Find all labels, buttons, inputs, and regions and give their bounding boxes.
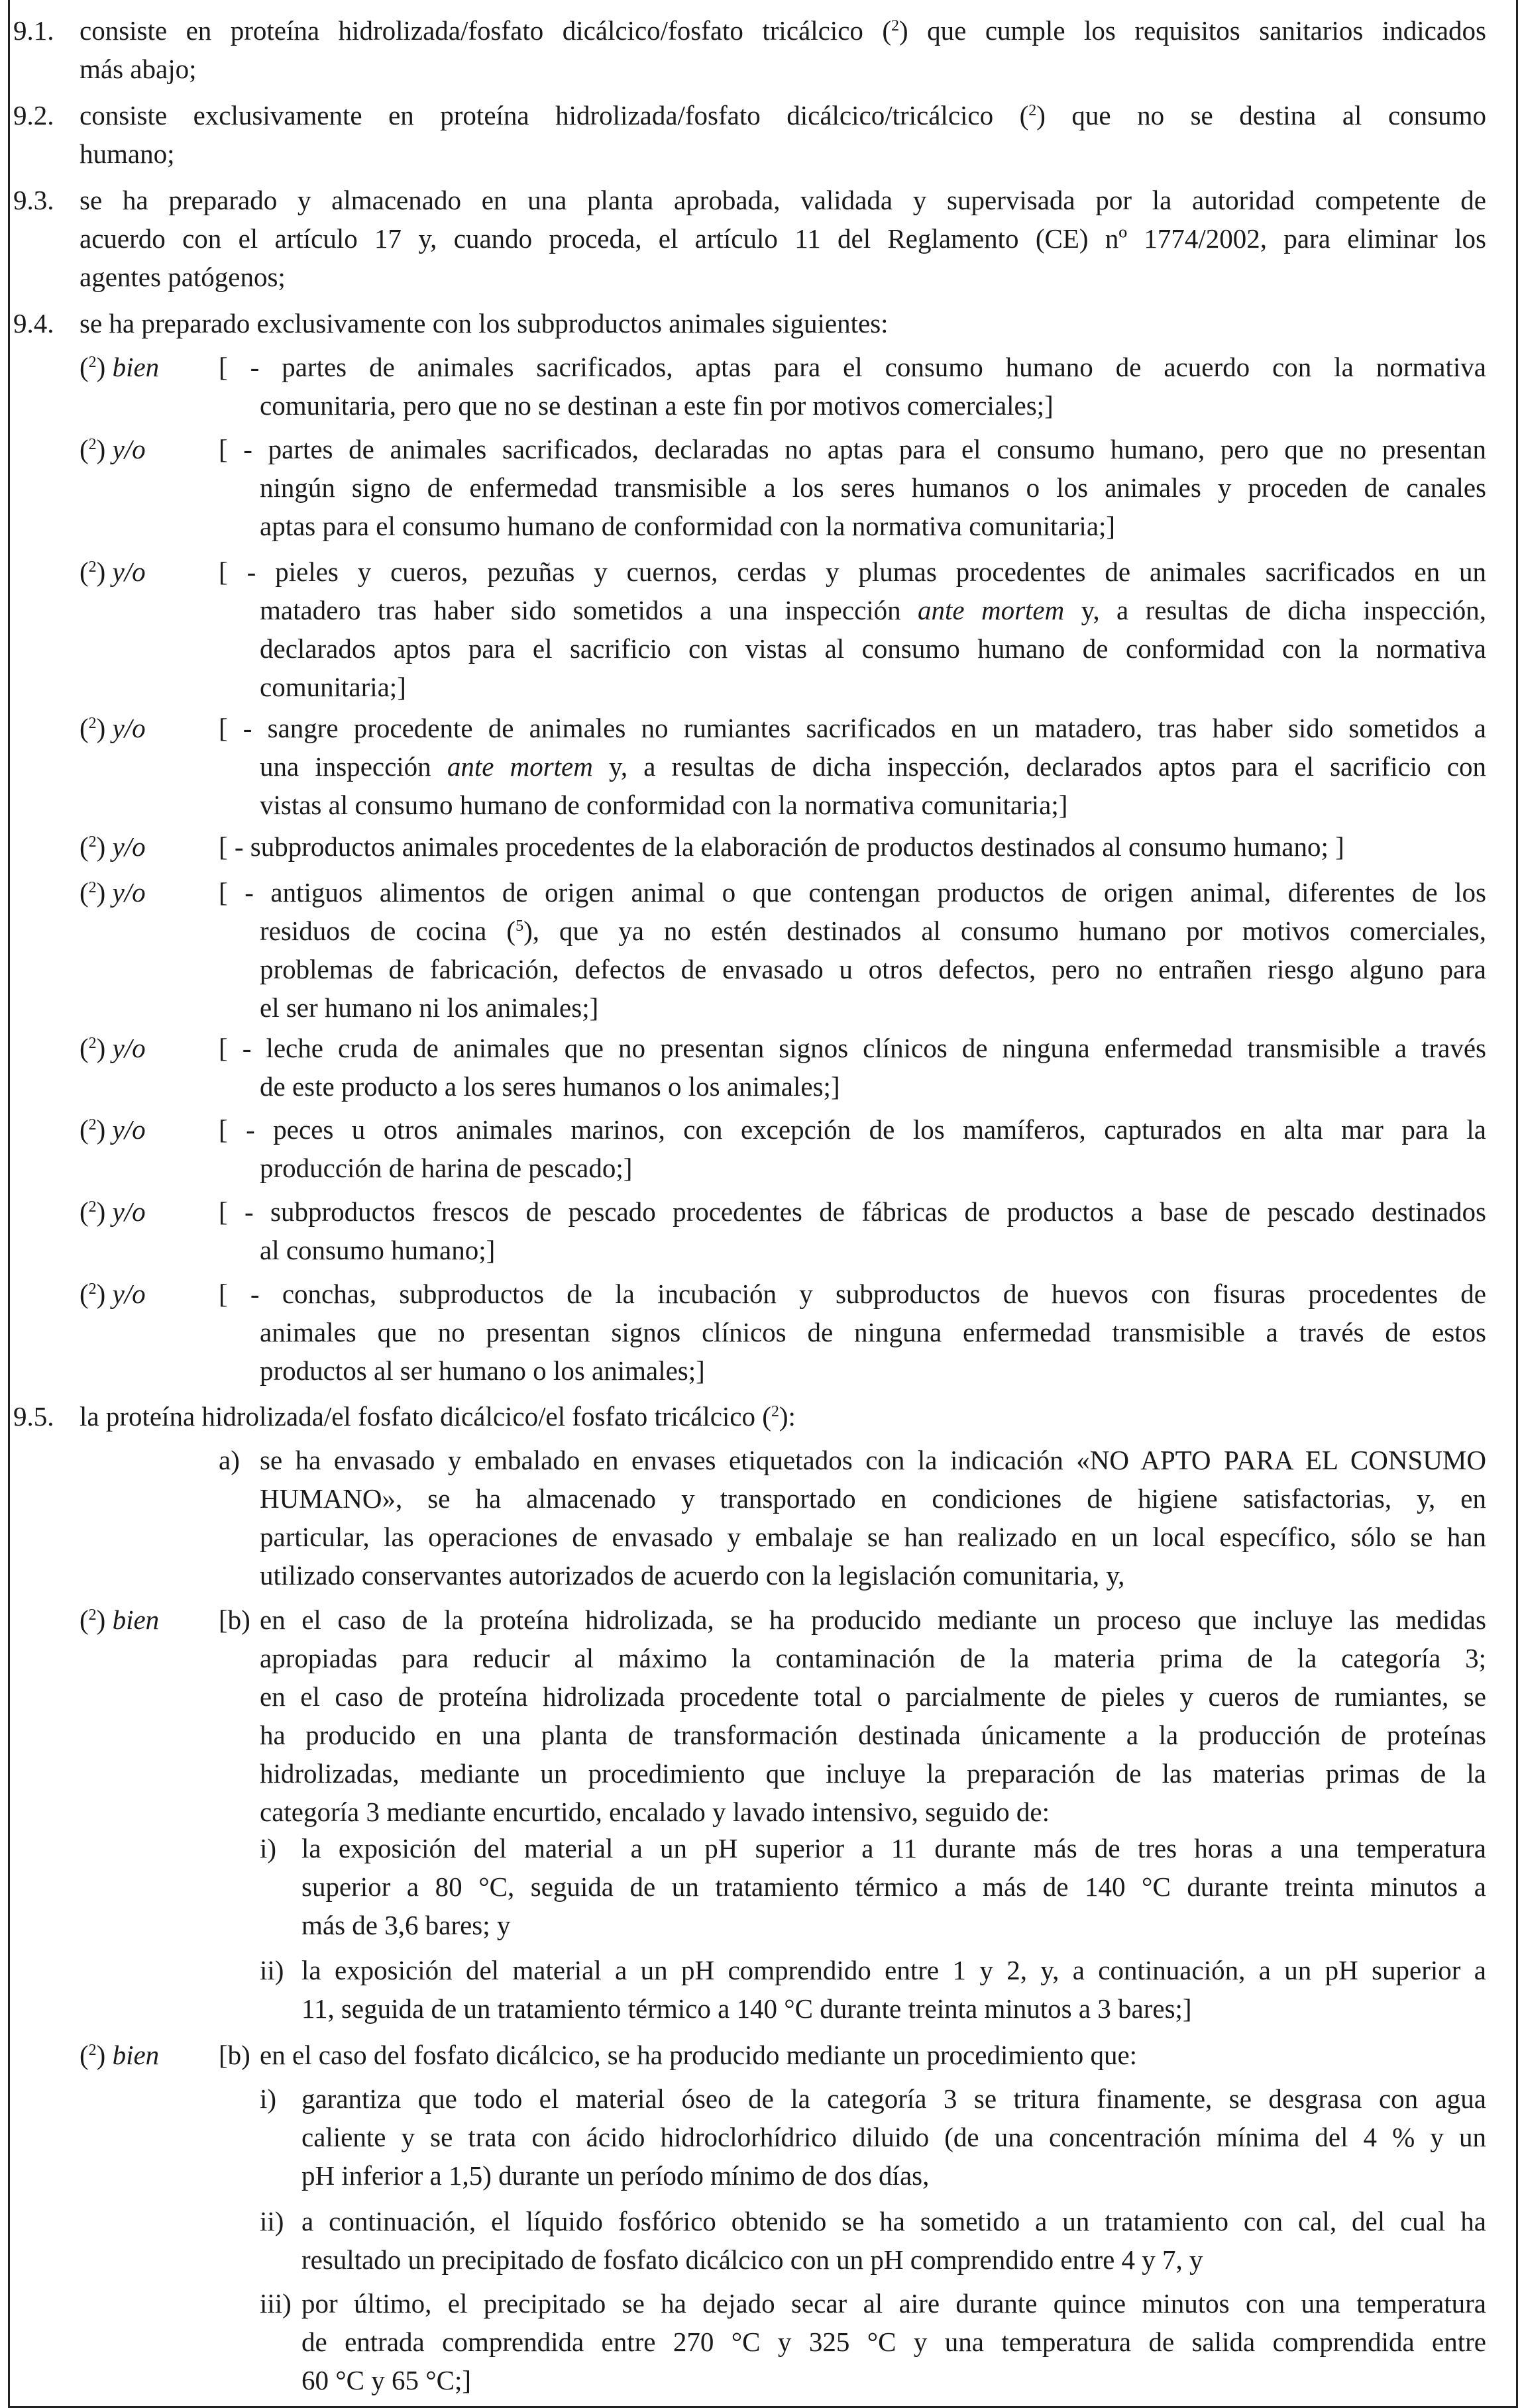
sub-label: ii): [260, 1955, 284, 1985]
sub-label: i): [260, 1833, 277, 1863]
paragraph-9-5-b2: en el caso del fosfato dicálcico, se ha producido mediante un procedimiento que:: [260, 2040, 1138, 2070]
paragraph-9-4-intro: se ha preparado exclusivamente con los subproductos animales siguientes:: [80, 308, 889, 339]
item-tag: ($^2$) y/o: [80, 831, 146, 862]
subproduct-item: [ - antiguos alimentos de origen animal o que contengan productos de origen animal, diferentes de los: [219, 877, 1486, 908]
subproduct-item: una inspección ante mortem y, a resultas de dicha inspección, declarados aptos para el sacrificio con: [260, 751, 1487, 782]
subproduct-item: comunitaria, pero que no se destinan a este fin por motivos comerciales;]: [260, 390, 1054, 421]
sub-item: 60 °C y 65 °C;]: [301, 2365, 472, 2395]
subproduct-item: [ - sangre procedente de animales no rumiantes sacrificados en un matadero, tras haber sido sometidos a: [219, 713, 1486, 743]
item-tag: ($^2$) y/o: [80, 556, 146, 587]
paragraph-9-5-b1: en el caso de la proteína hidrolizada, se ha producido mediante un proceso que incluye las medidas: [260, 1604, 1486, 1635]
subproduct-item: declarados aptos para el sacrificio con vistas al consumo humano de conformidad con la normativa: [260, 633, 1486, 664]
subproduct-item: [ - partes de animales sacrificados, aptas para el consumo humano de acuerdo con la normativa: [219, 352, 1486, 382]
item-tag: ($^2$) y/o: [80, 713, 146, 743]
subproduct-item: [ - partes de animales sacrificados, declaradas no aptas para el consumo humano, pero que no presentan: [219, 434, 1486, 464]
paragraph-number: 9.5.: [13, 1401, 54, 1432]
paragraph-9-3: se ha preparado y almacenado en una planta aprobada, validada y supervisada por la autoridad competente de: [80, 185, 1486, 215]
subproduct-item: problemas de fabricación, defectos de envasado u otros defectos, pero no entrañen riesgo alguno para: [260, 954, 1486, 984]
sub-item: de entrada comprendida entre 270 °C y 325 °C y una temperatura de salida comprendida entre: [301, 2327, 1486, 2357]
paragraph-9-5-intro: la proteína hidrolizada/el fosfato dicálcico/el fosfato tricálcico ($^2$):: [80, 1401, 796, 1432]
subproduct-item: comunitaria;]: [260, 672, 406, 702]
subproduct-item: [ - peces u otros animales marinos, con excepción de los mamíferos, capturados en alta mar para la: [219, 1114, 1486, 1145]
sub-item: a continuación, el líquido fosfórico obtenido se ha sometido a un tratamiento con cal, del cual ha: [301, 2206, 1486, 2236]
subproduct-item: [ - leche cruda de animales que no presentan signos clínicos de ninguna enfermedad transmisible a través: [219, 1033, 1486, 1063]
sub-item: caliente y se trata con ácido hidroclorhídrico diluido (de una concentración mínima del 4 % y un: [301, 2122, 1486, 2152]
sub-label: iii): [260, 2288, 292, 2319]
paragraph-9-3: acuerdo con el artículo 17 y, cuando proceda, el artículo 11 del Reglamento (CE) nº 1774/2002, para eliminar los: [80, 223, 1486, 254]
subproduct-item: productos al ser humano o los animales;]: [260, 1355, 705, 1386]
paragraph-9-1: consiste en proteína hidrolizada/fosfato dicálcico/fosfato tricálcico ($^2$) que cumple los requisitos sanitarios indicados: [80, 15, 1486, 46]
subproduct-item: el ser humano ni los animales;]: [260, 992, 599, 1023]
paragraph-9-5-b1: ha producido en una planta de transformación destinada únicamente a la producción de proteínas: [260, 1720, 1486, 1750]
paragraph-number: 9.3.: [13, 185, 54, 215]
subproduct-item: [ - conchas, subproductos de la incubación y subproductos de huevos con fisuras procedentes de: [219, 1279, 1486, 1309]
paragraph-number: 9.1.: [13, 15, 54, 46]
paragraph-9-1: más abajo;: [80, 54, 197, 84]
paragraph-9-5-b1: apropiadas para reducir al máximo la contaminación de la materia prima de la categoría 3;: [260, 1643, 1486, 1673]
item-label: [b): [219, 1604, 250, 1635]
item-tag: ($^2$) bien: [80, 352, 160, 382]
subproduct-item: ningún signo de enfermedad transmisible a los seres humanos o los animales y proceden de canales: [260, 472, 1486, 503]
item-label: a): [219, 1445, 240, 1475]
item-tag: ($^2$) y/o: [80, 1114, 146, 1145]
item-tag: ($^2$) y/o: [80, 1196, 146, 1227]
item-tag: ($^2$) y/o: [80, 877, 146, 908]
subproduct-item: al consumo humano;]: [260, 1235, 496, 1265]
item-tag: ($^2$) y/o: [80, 1279, 146, 1309]
subproduct-item: [ - pieles y cueros, pezuñas y cuernos, cerdas y plumas procedentes de animales sacrificados en un: [219, 556, 1486, 587]
paragraph-9-5-a: particular, las operaciones de envasado y embalaje se han realizado en un local específico, sólo se han: [260, 1522, 1486, 1552]
paragraph-9-5-a: se ha envasado y embalado en envases etiquetados con la indicación «NO APTO PARA EL CONSUMO: [260, 1445, 1486, 1475]
paragraph-number: 9.2.: [13, 100, 54, 131]
subproduct-item: matadero tras haber sido sometidos a una inspección ante mortem y, a resultas de dicha inspección,: [260, 595, 1486, 625]
subproduct-item: aptas para el consumo humano de conformidad con la normativa comunitaria;]: [260, 511, 1116, 541]
paragraph-9-5-a: utilizado conservantes autorizados de acuerdo con la legislación comunitaria, y,: [260, 1560, 1125, 1591]
item-tag: ($^2$) bien: [80, 1604, 160, 1635]
sub-item: garantiza que todo el material óseo de la categoría 3 se tritura finamente, se desgrasa con agua: [301, 2083, 1486, 2114]
subproduct-item: animales que no presentan signos clínicos de ninguna enfermedad transmisible a través de estos: [260, 1317, 1486, 1347]
item-tag: ($^2$) bien: [80, 2040, 160, 2070]
subproduct-item: vistas al consumo humano de conformidad con la normativa comunitaria;]: [260, 790, 1068, 820]
subproduct-item: [ - subproductos animales procedentes de la elaboración de productos destinados al consumo humano; ]: [219, 831, 1344, 862]
sub-label: i): [260, 2083, 277, 2114]
paragraph-number: 9.4.: [13, 308, 54, 339]
sub-item: superior a 80 °C, seguida de un tratamiento térmico a más de 140 °C durante treinta minutos a: [301, 1871, 1486, 1902]
subproduct-item: de este producto a los seres humanos o los animales;]: [260, 1071, 840, 1102]
subproduct-item: [ - subproductos frescos de pescado procedentes de fábricas de productos a base de pescado destinados: [219, 1196, 1486, 1227]
paragraph-9-5-b1: en el caso de proteína hidrolizada procedente total o parcialmente de pieles y cueros de rumiantes, se: [260, 1681, 1486, 1712]
paragraph-9-5-a: HUMANO», se ha almacenado y transportado en condiciones de higiene satisfactorias, y, en: [260, 1483, 1486, 1514]
item-tag: ($^2$) y/o: [80, 434, 146, 464]
subproduct-item: producción de harina de pescado;]: [260, 1153, 633, 1183]
item-tag: ($^2$) y/o: [80, 1033, 146, 1063]
sub-item: pH inferior a 1,5) durante un período mínimo de dos días,: [301, 2160, 930, 2191]
paragraph-9-5-b1: hidrolizadas, mediante un procedimiento que incluye la preparación de las materias primas de la: [260, 1758, 1486, 1789]
sub-item: la exposición del material a un pH superior a 11 durante más de tres horas a una temperatura: [301, 1833, 1486, 1863]
sub-label: ii): [260, 2206, 284, 2236]
paragraph-9-2: humano;: [80, 138, 175, 169]
sub-item: más de 3,6 bares; y: [301, 1910, 511, 1940]
paragraph-9-2: consiste exclusivamente en proteína hidrolizada/fosfato dicálcico/tricálcico ($^2$) que no se destina al consumo: [80, 100, 1486, 131]
sub-item: por último, el precipitado se ha dejado secar al aire durante quince minutos con una temperatura: [301, 2288, 1486, 2319]
item-label: [b): [219, 2040, 250, 2070]
subproduct-item: residuos de cocina ($^5$), que ya no estén destinados al consumo humano por motivos comerciales,: [260, 916, 1486, 946]
paragraph-9-5-b1: categoría 3 mediante encurtido, encalado y lavado intensivo, seguido de:: [260, 1797, 1050, 1827]
sub-item: la exposición del material a un pH comprendido entre 1 y 2, y, a continuación, a un pH superior a: [301, 1955, 1486, 1985]
sub-item: 11, seguida de un tratamiento térmico a 140 °C durante treinta minutos a 3 bares;]: [301, 1993, 1192, 2024]
sub-item: resultado un precipitado de fosfato dicálcico con un pH comprendido entre 4 y 7, y: [301, 2244, 1203, 2275]
paragraph-9-3: agentes patógenos;: [80, 262, 286, 292]
